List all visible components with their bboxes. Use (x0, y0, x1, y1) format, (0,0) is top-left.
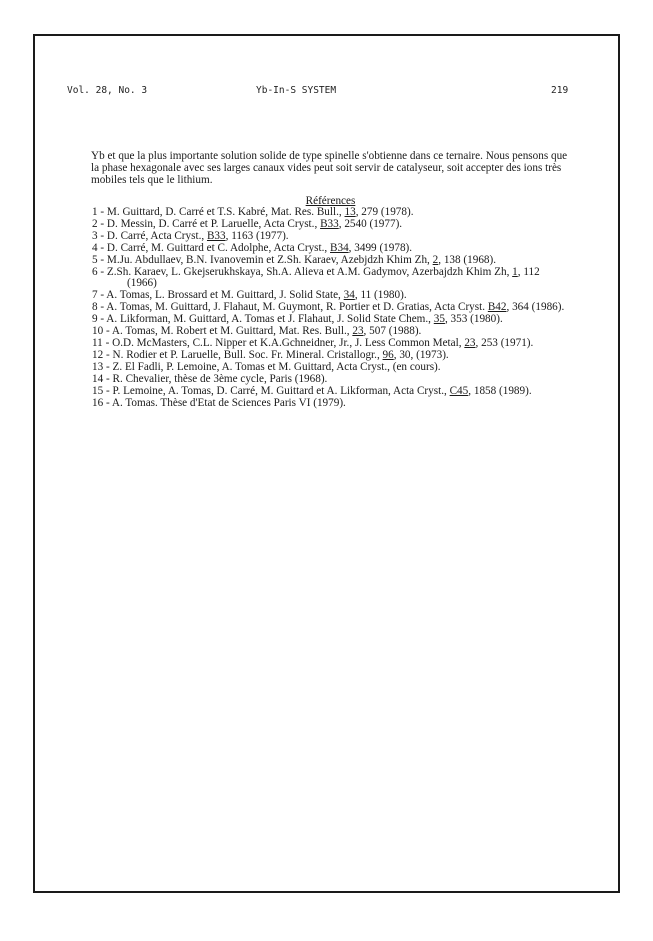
references-list (92, 207, 572, 409)
references-heading-text: Références (305, 195, 356, 207)
header-title: Yb-In-S SYSTEM (256, 85, 337, 96)
reference-item: 10 - A. Tomas, M. Robert et M. Guittard, Mat. Res. Bull., 23, 507 (1988). (92, 325, 422, 338)
reference-item: 15 - P. Lemoine, A. Tomas, D. Carré, M. Guittard et A. Likforman, Acta Cryst., C45, 1858 (1989). (92, 384, 532, 397)
reference-item: 1 - M. Guittard, D. Carré et T.S. Kabré, Mat. Res. Bull., 13, 279 (1978). (92, 206, 414, 218)
reference-item: 2 - D. Messin, D. Carré et P. Laruelle, Acta Cryst., B33, 2540 (1977). (92, 217, 403, 230)
reference-item: 6 - Z.Sh. Karaev, L. Gkejserukhskaya, Sh.A. Alieva et A.M. Gadymov, Azerbajdzh Khim Zh, 1, 112 (1966) (92, 265, 540, 290)
running-header (0, 85, 653, 99)
reference-item: 11 - O.D. McMasters, C.L. Nipper et K.A.Gchneidner, Jr., J. Less Common Metal, 23, 253 (1971). (92, 336, 534, 349)
reference-item: 5 - M.Ju. Abdullaev, B.N. Ivanovemin et Z.Sh. Karaev, Azebjdzh Khim Zh, 2, 138 (1968). (92, 253, 497, 266)
reference-item: 13 - Z. El Fadli, P. Lemoine, A. Tomas et M. Guittard, Acta Cryst., (en cours). (92, 360, 441, 373)
reference-item: 14 - R. Chevalier, thèse de 3ème cycle, Paris (1968). (92, 372, 328, 385)
reference-item: 7 - A. Tomas, L. Brossard et M. Guittard, J. Solid State, 34, 11 (1980). (92, 289, 407, 302)
reference-item: 9 - A. Likforman, M. Guittard, A. Tomas et J. Flahaut, J. Solid State Chem., 35, 353 (1980). (92, 313, 503, 326)
reference-item: 4 - D. Carré, M. Guittard et C. Adolphe, Acta Cryst., B34, 3499 (1978). (92, 241, 413, 254)
header-volume: Vol. 28, No. 3 (67, 85, 148, 96)
body-paragraph: Yb et que la plus importante solution solide de type spinelle s'obtienne dans ce ternaire. Nous pensons que la phase hexagonale avec ses larges canaux vides peut soit servir de catalyseur, soit accepter des ions très mobiles tels que le lithium. (91, 150, 568, 186)
header-page-number: 219 (551, 85, 569, 96)
reference-item: 16 - A. Tomas. Thèse d'Etat de Sciences Paris VI (1979). (92, 396, 346, 409)
reference-item: 12 - N. Rodier et P. Laruelle, Bull. Soc. Fr. Mineral. Cristallogr., 96, 30, (1973). (92, 348, 449, 361)
reference-item: 8 - A. Tomas, M. Guittard, J. Flahaut, M. Guymont, R. Portier et D. Gratias, Acta Cryst. B42, 364 (1986). (92, 301, 565, 314)
reference-item: 3 - D. Carré, Acta Cryst., B33, 1163 (1977). (92, 229, 289, 242)
